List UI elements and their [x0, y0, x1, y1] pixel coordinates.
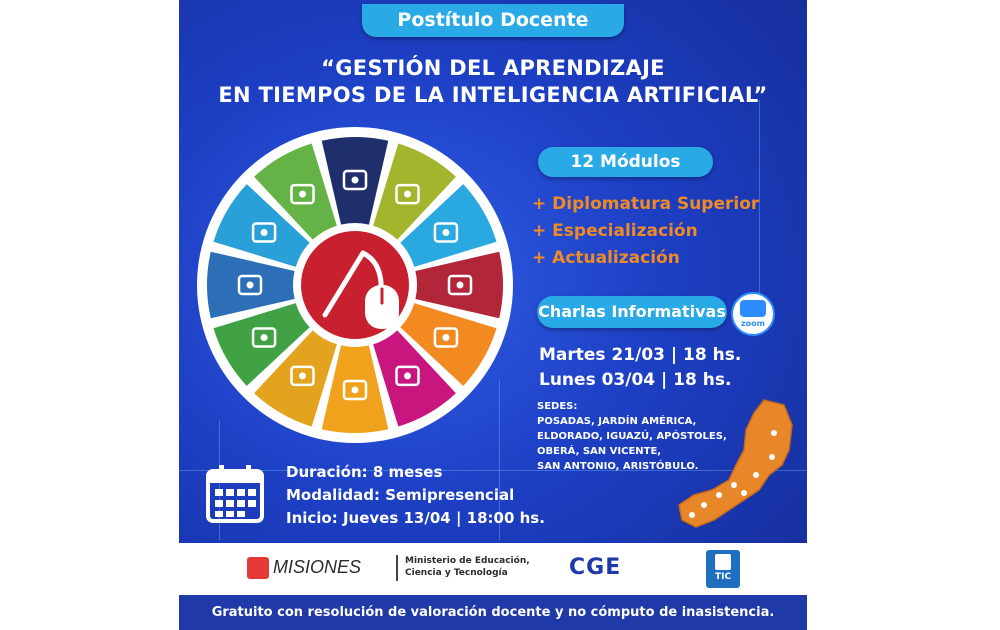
module-item-diplomatura: + Diplomatura Superior [532, 194, 760, 214]
sedes-line: POSADAS, JARDÍN AMÉRICA, [537, 416, 697, 427]
sedes-heading: SEDES: [537, 401, 578, 412]
footer-logos [179, 543, 807, 595]
ministerio-line-1: Ministerio de Educación, [405, 556, 530, 566]
postitulo-pill: Postítulo Docente [362, 4, 624, 37]
zoom-label: zoom [741, 319, 765, 328]
map-shape [679, 400, 792, 527]
charlas-pill: Charlas Informativas [537, 296, 727, 328]
modules-pill: 12 Módulos [538, 147, 713, 177]
tic-logo-mark [715, 554, 731, 570]
cge-logo: CGE [569, 555, 622, 580]
misiones-logo-icon [247, 557, 269, 579]
ministerio-text [405, 555, 530, 579]
tic-logo [706, 550, 740, 588]
module-item-actualizacion: + Actualización [532, 248, 680, 268]
misiones-map [674, 395, 804, 535]
charla-date-1: Martes 21/03 | 18 hs. [539, 345, 742, 365]
modules-wheel [195, 125, 515, 445]
charla-date-2: Lunes 03/04 | 18 hs. [539, 370, 732, 390]
poster [179, 0, 807, 630]
main-title [179, 55, 807, 109]
bottom-note: Gratuito con resolución de valoración docente y no cómputo de inasistencia. [179, 595, 807, 630]
sedes-line: SAN ANTONIO, ARISTÓBULO. [537, 461, 699, 472]
calendar-icon [206, 463, 264, 523]
sedes-line: OBERÁ, SAN VICENTE, [537, 446, 662, 457]
footer-divider [396, 555, 398, 581]
tic-logo-text: TIC [714, 572, 732, 582]
module-item-especializacion: + Especialización [532, 221, 698, 241]
info-inicio: Inicio: Jueves 13/04 | 18:00 hs. [286, 509, 545, 527]
sedes-line: ELDORADO, IGUAZÚ, APÓSTOLES, [537, 431, 727, 442]
zoom-icon [731, 292, 775, 336]
zoom-camera-shape [740, 300, 766, 317]
ministerio-line-2: Ciencia y Tecnología [405, 568, 508, 578]
misiones-logo-text: MISIONES [273, 557, 362, 577]
title-line-1: “GESTIÓN DEL APRENDIZAJE [321, 56, 665, 80]
info-modalidad: Modalidad: Semipresencial [286, 486, 515, 504]
info-duracion: Duración: 8 meses [286, 463, 443, 481]
title-line-2: EN TIEMPOS DE LA INTELIGENCIA ARTIFICIAL” [218, 83, 768, 107]
